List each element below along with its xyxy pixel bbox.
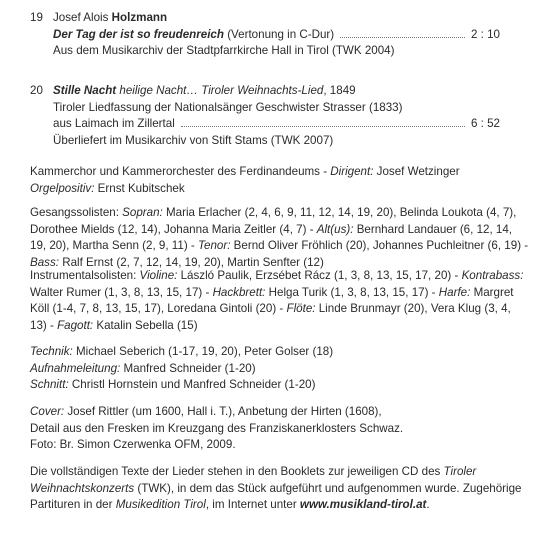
track-composer: Josef Alois Holzmann — [53, 11, 168, 24]
track-title-line: Stille Nacht heilige Nacht… Tiroler Weihnachts-Lied, 1849 — [53, 84, 356, 97]
track-duration: 6 : 52 — [470, 117, 500, 130]
track-subtitle: (Vertonung in C-Dur) — [227, 27, 335, 41]
track-number: 19 — [30, 11, 43, 24]
website-link[interactable]: www.musikland-tirol.at — [299, 498, 427, 511]
ensemble-credits: Kammerchor und Kammerorchester des Ferdinandeums - Dirigent: Josef Wetzinger Orgelpositiv: Ernst Kubitschek — [30, 165, 460, 195]
leader-dots — [181, 125, 465, 127]
track-20: 20 Stille Nacht heilige Nacht… Tiroler Weihnachts-Lied, 1849 Tiroler Liedfassung der Nationalsänger Geschwister Strasser (1833) aus Laimach im Zillertal 6 : 52 Überliefert im Musikarchiv von Stift Stams (TWK 2007) — [30, 84, 500, 147]
track-source: Aus dem Musikarchiv der Stadtpfarrkirche Hall in Tirol (TWK 2004) — [53, 44, 395, 57]
cover-credits: Cover: Josef Rittler (um 1600, Hall i. T.), Anbetung der Hirten (1608), Detail aus den Fresken im Kreuzgang des Franziskanerklosters Schwaz. Foto: Br. Simon Czerwenka OFM, 2009. — [30, 405, 404, 451]
vocal-soloists: Gesangssolisten: Sopran: Maria Erlacher (2, 4, 6, 9, 11, 12, 14, 19, 20), Belinda Loukota (4, 7), Dorothee Mields (12, 14), Johanna Maria Zeitler (4, 7) - Alt(us): Bernhard Landauer (6, 12, 14, 19, 20), Martha Senn (2, 9, 11) - Tenor: Bernd Oliver Fröhlich (20), Johannes Puchleitner (6, 19) - Bass: Ralf Ernst (2, 7, 12, 14, 19, 20), Martin Senfter (12) — [30, 206, 529, 269]
track-number: 20 — [30, 84, 43, 97]
track-title-line — [53, 27, 500, 44]
technical-credits: Technik: Michael Seberich (1-17, 19, 20), Peter Golser (18) Aufnahmeleitung: Manfred Schneider (1-20) Schnitt: Christl Hornstein und Manfred Schneider (1-20) — [30, 345, 334, 391]
track-duration: 2 : 10 — [470, 27, 500, 41]
leader-dots — [340, 36, 465, 38]
track-title: Stille Nacht — [53, 84, 117, 97]
instrumental-soloists: Instrumentalsolisten: Violine: László Paulik, Erzsébet Rácz (1, 3, 8, 13, 15, 17, 20) - Kontrabass: Walter Rumer (1, 3, 8, 13, 15, 17) - Hackbrett: Helga Turik (1, 3, 8, 13, 15, 17) - Harfe: Margret Köll (1-4, 7, 8, 13, 15, 17), Loredana Gintoli (20) - Flöte: Linde Brunmayr (20), Vera Klug (3, 4, 13) - Fagott: Katalin Sebella (15) — [30, 269, 524, 332]
track-19 — [30, 10, 500, 60]
track-title: Der Tag der ist so freudenreich — [53, 27, 224, 41]
footer-note: Die vollständigen Texte der Lieder stehen in den Booklets zur jeweiligen CD des Tiroler Weihnachtskonzerts (TWK), in dem das Stück aufgeführt und aufgenommen wurde. Zugehörige Partituren in der Musikedition Tirol, im Internet unter www.musikland-tirol.at. — [30, 465, 522, 511]
